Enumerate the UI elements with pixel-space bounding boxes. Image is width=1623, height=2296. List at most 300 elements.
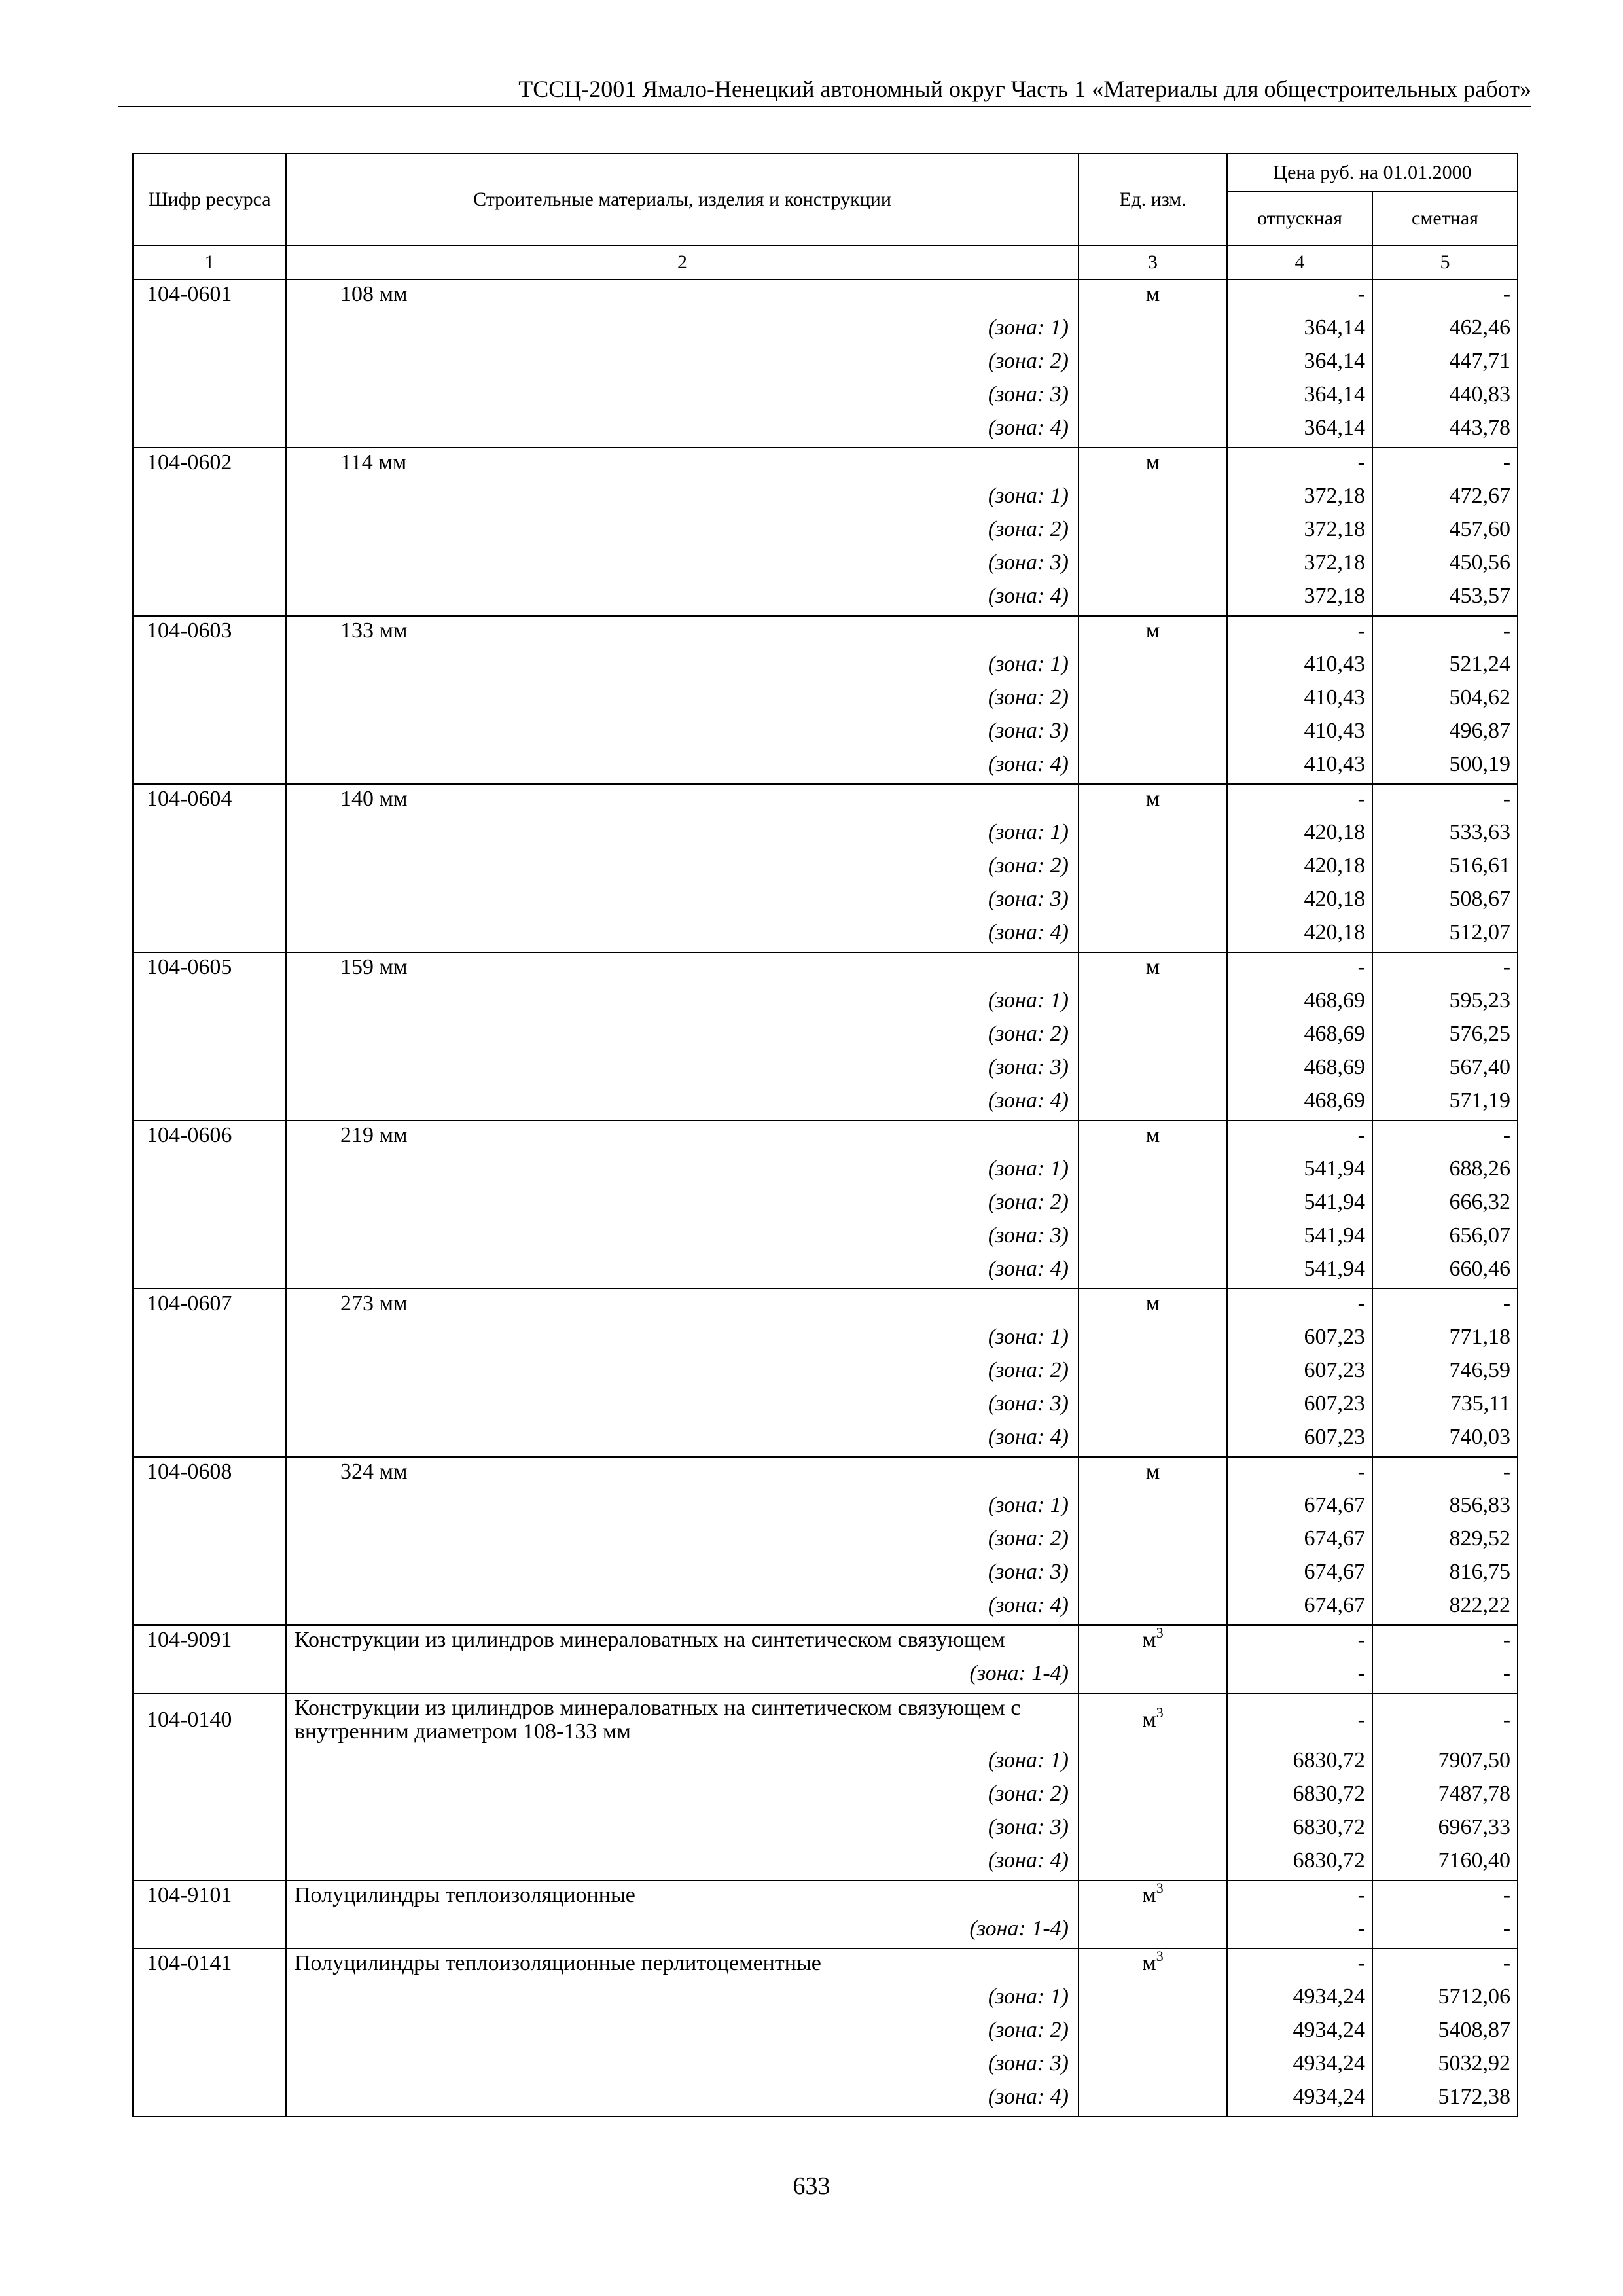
zone-label: (зона: 1-4)	[286, 1659, 1079, 1693]
estimate-price: -	[1372, 1693, 1518, 1746]
unit-text: м	[1142, 1951, 1156, 1975]
empty-cell	[133, 2083, 286, 2117]
zone-label: (зона: 2)	[286, 515, 1079, 548]
empty-cell	[133, 885, 286, 918]
resource-unit	[1079, 448, 1227, 482]
estimate-price: 595,23	[1372, 986, 1518, 1020]
empty-cell	[133, 548, 286, 582]
empty-cell	[1079, 1086, 1227, 1121]
release-price: 4934,24	[1227, 2049, 1372, 2083]
estimate-price: 666,32	[1372, 1188, 1518, 1221]
zone-label: (зона: 1)	[286, 1155, 1079, 1188]
empty-cell	[1079, 2016, 1227, 2049]
zone-label: (зона: 3)	[286, 1053, 1079, 1086]
resource-unit	[1079, 1880, 1227, 1914]
zone-row	[133, 1053, 1518, 1086]
estimate-price: -	[1372, 952, 1518, 986]
empty-cell	[1079, 380, 1227, 414]
estimate-price: 660,46	[1372, 1255, 1518, 1289]
empty-cell	[1079, 1188, 1227, 1221]
resource-name: Конструкции из цилиндров минераловатных на синтетическом связующем	[286, 1625, 1079, 1659]
table-head	[133, 154, 1518, 279]
unit-exponent: 3	[1156, 1879, 1164, 1896]
zone-row	[133, 548, 1518, 582]
zone-label: (зона: 4)	[286, 2083, 1079, 2117]
empty-cell	[133, 986, 286, 1020]
release-price: 468,69	[1227, 1086, 1372, 1121]
resource-code: 104-0141	[133, 1948, 286, 1982]
release-price: 607,23	[1227, 1323, 1372, 1356]
release-price: 468,69	[1227, 1020, 1372, 1053]
zone-row	[133, 1558, 1518, 1591]
empty-cell	[1079, 1558, 1227, 1591]
empty-cell	[133, 1423, 286, 1457]
empty-cell	[1079, 1914, 1227, 1948]
estimate-price: -	[1372, 1914, 1518, 1948]
zone-row	[133, 2016, 1518, 2049]
release-price: -	[1227, 1948, 1372, 1982]
resource-row	[133, 1457, 1518, 1491]
release-price: 6830,72	[1227, 1746, 1372, 1780]
zone-row	[133, 2083, 1518, 2117]
release-price: 372,18	[1227, 582, 1372, 616]
zone-row	[133, 1086, 1518, 1121]
empty-cell	[133, 1491, 286, 1524]
zone-label: (зона: 4)	[286, 750, 1079, 784]
release-price: -	[1227, 448, 1372, 482]
release-price: 4934,24	[1227, 1982, 1372, 2016]
unit-text: м	[1145, 1460, 1160, 1484]
unit-text: м	[1145, 619, 1160, 643]
empty-cell	[1079, 1780, 1227, 1813]
zone-label: (зона: 2)	[286, 1356, 1079, 1390]
column-number: 1	[133, 245, 286, 279]
header-code: Шифр ресурса	[133, 154, 286, 245]
zone-label: (зона: 3)	[286, 1221, 1079, 1255]
resource-row	[133, 1625, 1518, 1659]
resource-name: 159 мм	[286, 952, 1079, 986]
estimate-price: 5172,38	[1372, 2083, 1518, 2117]
estimate-price: 656,07	[1372, 1221, 1518, 1255]
empty-cell	[1079, 1423, 1227, 1457]
resource-code: 104-0604	[133, 784, 286, 818]
zone-label: (зона: 1)	[286, 650, 1079, 683]
estimate-price: 440,83	[1372, 380, 1518, 414]
zone-label: (зона: 2)	[286, 1020, 1079, 1053]
zone-row	[133, 1221, 1518, 1255]
estimate-price: 500,19	[1372, 750, 1518, 784]
empty-cell	[1079, 918, 1227, 952]
empty-cell	[1079, 1053, 1227, 1086]
zone-row	[133, 717, 1518, 750]
release-price: -	[1227, 1914, 1372, 1948]
empty-cell	[133, 1221, 286, 1255]
empty-cell	[1079, 1524, 1227, 1558]
release-price: 674,67	[1227, 1524, 1372, 1558]
zone-row	[133, 1746, 1518, 1780]
resource-row	[133, 1948, 1518, 1982]
zone-label: (зона: 4)	[286, 1423, 1079, 1457]
zone-label: (зона: 3)	[286, 1558, 1079, 1591]
release-price: -	[1227, 1457, 1372, 1491]
estimate-price: -	[1372, 1457, 1518, 1491]
resource-code: 104-0605	[133, 952, 286, 986]
header-release-price: отпускная	[1227, 192, 1372, 245]
zone-label: (зона: 4)	[286, 1591, 1079, 1625]
unit-text: м	[1145, 787, 1160, 811]
empty-cell	[1079, 1390, 1227, 1423]
resource-row	[133, 1880, 1518, 1914]
estimate-price: 453,57	[1372, 582, 1518, 616]
unit-exponent: 3	[1156, 1624, 1164, 1641]
empty-cell	[133, 515, 286, 548]
empty-cell	[1079, 986, 1227, 1020]
release-price: 607,23	[1227, 1423, 1372, 1457]
zone-label: (зона: 2)	[286, 683, 1079, 717]
release-price: 410,43	[1227, 717, 1372, 750]
release-price: 420,18	[1227, 852, 1372, 885]
release-price: 6830,72	[1227, 1846, 1372, 1880]
unit-text: м	[1145, 282, 1160, 306]
zone-row	[133, 414, 1518, 448]
empty-cell	[133, 1914, 286, 1948]
estimate-price: -	[1372, 1880, 1518, 1914]
empty-cell	[1079, 885, 1227, 918]
release-price: 364,14	[1227, 347, 1372, 380]
resource-row	[133, 1121, 1518, 1155]
zone-row	[133, 1423, 1518, 1457]
empty-cell	[133, 1746, 286, 1780]
empty-cell	[1079, 1323, 1227, 1356]
release-price: 372,18	[1227, 482, 1372, 515]
zone-label: (зона: 2)	[286, 1188, 1079, 1221]
estimate-price: 450,56	[1372, 548, 1518, 582]
empty-cell	[133, 1020, 286, 1053]
resource-row	[133, 616, 1518, 650]
zone-label: (зона: 1)	[286, 986, 1079, 1020]
empty-cell	[133, 818, 286, 852]
release-price: 607,23	[1227, 1356, 1372, 1390]
empty-cell	[1079, 515, 1227, 548]
empty-cell	[1079, 2083, 1227, 2117]
estimate-price: 512,07	[1372, 918, 1518, 952]
empty-cell	[1079, 683, 1227, 717]
empty-cell	[133, 1188, 286, 1221]
resource-code: 104-9091	[133, 1625, 286, 1659]
empty-cell	[133, 1780, 286, 1813]
estimate-price: 533,63	[1372, 818, 1518, 852]
release-price: -	[1227, 1121, 1372, 1155]
header-rule	[118, 106, 1531, 107]
zone-label: (зона: 4)	[286, 1086, 1079, 1121]
empty-cell	[133, 1086, 286, 1121]
estimate-price: 5032,92	[1372, 2049, 1518, 2083]
estimate-price: 508,67	[1372, 885, 1518, 918]
unit-text: м	[1145, 450, 1160, 475]
zone-label: (зона: 1)	[286, 482, 1079, 515]
resource-unit	[1079, 1948, 1227, 1982]
zone-row	[133, 1846, 1518, 1880]
estimate-price: -	[1372, 1659, 1518, 1693]
resource-code: 104-0601	[133, 279, 286, 314]
release-price: 674,67	[1227, 1491, 1372, 1524]
zone-row	[133, 1591, 1518, 1625]
page-number: 633	[793, 2172, 830, 2200]
estimate-price: 516,61	[1372, 852, 1518, 885]
estimate-price: 571,19	[1372, 1086, 1518, 1121]
zone-label: (зона: 4)	[286, 1255, 1079, 1289]
empty-cell	[133, 1356, 286, 1390]
zone-label: (зона: 3)	[286, 717, 1079, 750]
empty-cell	[1079, 818, 1227, 852]
empty-cell	[1079, 314, 1227, 347]
resource-name: Полуцилиндры теплоизоляционные	[286, 1880, 1079, 1914]
resource-code: 104-0608	[133, 1457, 286, 1491]
zone-row	[133, 1982, 1518, 2016]
estimate-price: 829,52	[1372, 1524, 1518, 1558]
release-price: 372,18	[1227, 548, 1372, 582]
release-price: -	[1227, 952, 1372, 986]
empty-cell	[133, 380, 286, 414]
zone-label: (зона: 3)	[286, 548, 1079, 582]
resource-code: 104-0606	[133, 1121, 286, 1155]
estimate-price: -	[1372, 1948, 1518, 1982]
resource-unit	[1079, 784, 1227, 818]
zone-label: (зона: 2)	[286, 2016, 1079, 2049]
release-price: -	[1227, 1693, 1372, 1746]
unit-text: м	[1142, 1883, 1156, 1907]
zone-label: (зона: 2)	[286, 347, 1079, 380]
estimate-price: 5408,87	[1372, 2016, 1518, 2049]
estimate-price: 735,11	[1372, 1390, 1518, 1423]
zone-row	[133, 1356, 1518, 1390]
empty-cell	[133, 1982, 286, 2016]
unit-exponent: 3	[1156, 1704, 1164, 1721]
empty-cell	[133, 750, 286, 784]
unit-exponent: 3	[1156, 1947, 1164, 1964]
empty-cell	[133, 414, 286, 448]
estimate-price: 856,83	[1372, 1491, 1518, 1524]
empty-cell	[1079, 750, 1227, 784]
release-price: 674,67	[1227, 1591, 1372, 1625]
estimate-price: 822,22	[1372, 1591, 1518, 1625]
release-price: -	[1227, 1625, 1372, 1659]
resource-unit	[1079, 1693, 1227, 1746]
zone-label: (зона: 1)	[286, 1323, 1079, 1356]
release-price: -	[1227, 1659, 1372, 1693]
column-number: 3	[1079, 245, 1227, 279]
empty-cell	[133, 1558, 286, 1591]
zone-label: (зона: 3)	[286, 380, 1079, 414]
empty-cell	[133, 650, 286, 683]
resource-row	[133, 279, 1518, 314]
estimate-price: 6967,33	[1372, 1813, 1518, 1846]
release-price: 364,14	[1227, 314, 1372, 347]
empty-cell	[1079, 347, 1227, 380]
empty-cell	[133, 314, 286, 347]
resource-row	[133, 784, 1518, 818]
zone-row	[133, 683, 1518, 717]
resource-unit	[1079, 1289, 1227, 1323]
empty-cell	[133, 2049, 286, 2083]
resource-name: 114 мм	[286, 448, 1079, 482]
empty-cell	[1079, 548, 1227, 582]
zone-label: (зона: 2)	[286, 1780, 1079, 1813]
resource-row	[133, 448, 1518, 482]
zone-label: (зона: 1)	[286, 818, 1079, 852]
estimate-price: 496,87	[1372, 717, 1518, 750]
release-price: 420,18	[1227, 818, 1372, 852]
empty-cell	[133, 1390, 286, 1423]
release-price: 410,43	[1227, 683, 1372, 717]
zone-row	[133, 1255, 1518, 1289]
release-price: 4934,24	[1227, 2016, 1372, 2049]
estimate-price: 443,78	[1372, 414, 1518, 448]
column-number: 4	[1227, 245, 1372, 279]
release-price: 541,94	[1227, 1255, 1372, 1289]
release-price: -	[1227, 1289, 1372, 1323]
release-price: -	[1227, 279, 1372, 314]
estimate-price: 7487,78	[1372, 1780, 1518, 1813]
empty-cell	[1079, 1846, 1227, 1880]
zone-row	[133, 650, 1518, 683]
table-body	[133, 279, 1518, 2117]
zone-label: (зона: 4)	[286, 918, 1079, 952]
resource-name: 324 мм	[286, 1457, 1079, 1491]
release-price: 410,43	[1227, 650, 1372, 683]
zone-row	[133, 482, 1518, 515]
zone-label: (зона: 2)	[286, 1524, 1079, 1558]
zone-row	[133, 2049, 1518, 2083]
unit-text: м	[1145, 1123, 1160, 1147]
empty-cell	[133, 1813, 286, 1846]
resource-name: 219 мм	[286, 1121, 1079, 1155]
release-price: 420,18	[1227, 918, 1372, 952]
empty-cell	[133, 1053, 286, 1086]
zone-row	[133, 1188, 1518, 1221]
resource-unit	[1079, 1457, 1227, 1491]
empty-cell	[1079, 1221, 1227, 1255]
empty-cell	[1079, 1813, 1227, 1846]
release-price: -	[1227, 784, 1372, 818]
release-price: -	[1227, 1880, 1372, 1914]
zone-label: (зона: 4)	[286, 414, 1079, 448]
estimate-price: 740,03	[1372, 1423, 1518, 1457]
estimate-price: -	[1372, 1625, 1518, 1659]
empty-cell	[1079, 1591, 1227, 1625]
empty-cell	[1079, 482, 1227, 515]
estimate-price: 447,71	[1372, 347, 1518, 380]
empty-cell	[1079, 1982, 1227, 2016]
estimate-price: 771,18	[1372, 1323, 1518, 1356]
empty-cell	[133, 482, 286, 515]
zone-label: (зона: 4)	[286, 582, 1079, 616]
price-table	[132, 153, 1518, 2117]
zone-row	[133, 515, 1518, 548]
empty-cell	[133, 1323, 286, 1356]
resource-code: 104-0140	[133, 1693, 286, 1746]
estimate-price: 567,40	[1372, 1053, 1518, 1086]
estimate-price: 7160,40	[1372, 1846, 1518, 1880]
column-number: 2	[286, 245, 1079, 279]
estimate-price: 746,59	[1372, 1356, 1518, 1390]
empty-cell	[1079, 2049, 1227, 2083]
zone-row	[133, 918, 1518, 952]
empty-cell	[133, 1591, 286, 1625]
release-price: 468,69	[1227, 986, 1372, 1020]
release-price: 607,23	[1227, 1390, 1372, 1423]
zone-row	[133, 750, 1518, 784]
estimate-price: -	[1372, 279, 1518, 314]
resource-unit	[1079, 279, 1227, 314]
release-price: 541,94	[1227, 1155, 1372, 1188]
resource-code: 104-9101	[133, 1880, 286, 1914]
empty-cell	[1079, 1659, 1227, 1693]
empty-cell	[133, 347, 286, 380]
zone-label: (зона: 2)	[286, 852, 1079, 885]
zone-row	[133, 1914, 1518, 1948]
release-price: 468,69	[1227, 1053, 1372, 1086]
zone-row	[133, 380, 1518, 414]
zone-row	[133, 1491, 1518, 1524]
estimate-price: -	[1372, 784, 1518, 818]
zone-row	[133, 1524, 1518, 1558]
zone-label: (зона: 3)	[286, 1813, 1079, 1846]
zone-label: (зона: 1-4)	[286, 1914, 1079, 1948]
resource-name: Конструкции из цилиндров минераловатных на синтетическом связующем с внутренним диаметром 108-133 мм	[286, 1693, 1079, 1746]
header-estimate-price: сметная	[1372, 192, 1518, 245]
resource-unit	[1079, 616, 1227, 650]
zone-row	[133, 1659, 1518, 1693]
estimate-price: 457,60	[1372, 515, 1518, 548]
estimate-price: -	[1372, 616, 1518, 650]
release-price: 674,67	[1227, 1558, 1372, 1591]
header-name: Строительные материалы, изделия и конструкции	[286, 154, 1079, 245]
unit-text: м	[1145, 955, 1160, 979]
zone-row	[133, 852, 1518, 885]
zone-label: (зона: 1)	[286, 1982, 1079, 2016]
resource-row	[133, 1289, 1518, 1323]
empty-cell	[1079, 1020, 1227, 1053]
zone-label: (зона: 1)	[286, 1491, 1079, 1524]
resource-unit	[1079, 1625, 1227, 1659]
estimate-price: 521,24	[1372, 650, 1518, 683]
column-number: 5	[1372, 245, 1518, 279]
estimate-price: -	[1372, 1121, 1518, 1155]
empty-cell	[1079, 414, 1227, 448]
release-price: 364,14	[1227, 380, 1372, 414]
zone-row	[133, 1155, 1518, 1188]
empty-cell	[1079, 1155, 1227, 1188]
zone-row	[133, 1390, 1518, 1423]
release-price: 364,14	[1227, 414, 1372, 448]
empty-cell	[1079, 582, 1227, 616]
resource-name: 133 мм	[286, 616, 1079, 650]
zone-row	[133, 314, 1518, 347]
empty-cell	[1079, 1255, 1227, 1289]
unit-text: м	[1142, 1628, 1156, 1652]
zone-label: (зона: 1)	[286, 1746, 1079, 1780]
empty-cell	[1079, 1491, 1227, 1524]
estimate-price: -	[1372, 1289, 1518, 1323]
resource-row	[133, 952, 1518, 986]
estimate-price: 462,46	[1372, 314, 1518, 347]
release-price: 410,43	[1227, 750, 1372, 784]
resource-name: 108 мм	[286, 279, 1079, 314]
header-price-group: Цена руб. на 01.01.2000	[1227, 154, 1518, 192]
unit-text: м	[1142, 1708, 1156, 1732]
empty-cell	[133, 2016, 286, 2049]
